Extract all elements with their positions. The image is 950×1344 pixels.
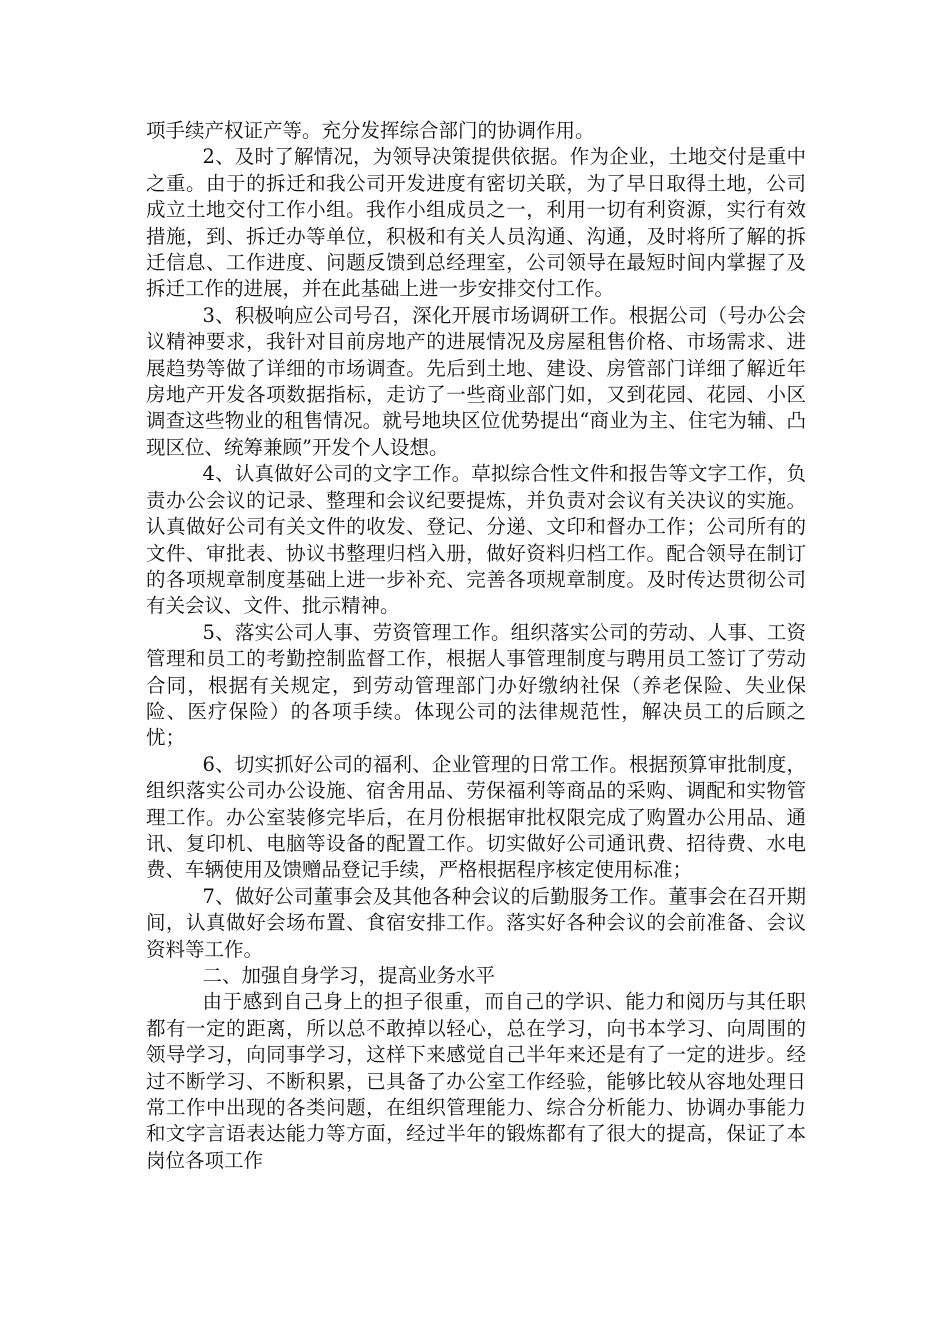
paragraph-2: 2、及时了解情况，为领导决策提供依据。作为企业，土地交付是重中之重。由于的拆迁和我公司开发进度有密切关联，为了早日取得土地，公司成立土地交付工作小组。我作小组成员之一，利用一切有利资源，实行有效措施，到、拆迁办等单位，积极和有关人员沟通、沟通，及时将所了解的拆迁信息、工作进度、问题反馈到总经理室，公司领导在最短时间内掌握了及拆迁工作的进展，并在此基础上进一步安排交付工作。 <box>146 145 806 301</box>
paragraph-7: 7、做好公司董事会及其他各种会议的后勤服务工作。董事会在召开期间，认真做好会场布置、食宿安排工作。落实好各种会议的会前准备、会议资料等工作。 <box>146 884 806 961</box>
paragraph-4: 4、认真做好公司的文字工作。草拟综合性文件和报告等文字工作，负责办公会议的记录、整理和会议纪要提炼，并负责对会议有关决议的实施。认真做好公司有关文件的收发、登记、分递、文印和督办工作；公司所有的文件、审批表、协议书整理归档入册，做好资料归档工作。配合领导在制订的各项规章制度基础上进一步补充、完善各项规章制度。及时传达贯彻公司有关会议、文件、批示精神。 <box>146 462 806 618</box>
paragraph-1: 项手续产权证产等。充分发挥综合部门的协调作用。 <box>146 119 595 142</box>
paragraph-5: 5、落实公司人事、劳资管理工作。组织落实公司的劳动、人事、工资管理和员工的考勤控制监督工作，根据人事管理制度与聘用员工签订了劳动合同，根据有关规定，到劳动管理部门办好缴纳社保（养老保险、失业保险、医疗保险）的各项手续。体现公司的法律规范性，解决员工的后顾之忧； <box>146 620 806 750</box>
document-body <box>146 118 806 1174</box>
paragraph-3: 3、积极响应公司号召，深化开展市场调研工作。根据公司（号办公会议精神要求，我针对目前房地产的进展情况及房屋租售价格、市场需求、进展趋势等做了详细的市场调查。先后到土地、建设、房管部门详细了解近年房地产开发各项数据指标，走访了一些商业部门如，又到花园、花园、小区调查这些物业的租售情况。就号地块区位优势提出“商业为主、住宅为辅、凸现区位、统筹兼顾”开发个人设想。 <box>146 303 806 459</box>
section-heading: 二、加强自身学习，提高业务水平 <box>202 964 496 987</box>
paragraph-9: 由于感到自己身上的担子很重，而自己的学识、能力和阅历与其任职都有一定的距离，所以总不敢掉以轻心，总在学习，向书本学习、向周围的领导学习，向同事学习，这样下来感觉自己半年来还是有了一定的进步。经过不断学习、不断积累，已具备了办公室工作经验，能够比较从容地处理日常工作中出现的各类问题，在组织管理能力、综合分析能力、协调办事能力和文字言语表达能力等方面，经过半年的锻炼都有了很大的提高，保证了本岗位各项工作 <box>146 990 806 1172</box>
paragraph-6: 6、切实抓好公司的福利、企业管理的日常工作。根据预算审批制度，组织落实公司办公设施、宿舍用品、劳保福利等商品的采购、调配和实物管理工作。办公室装修完毕后，在月份根据审批权限完成了购置办公用品、通讯、复印机、电脑等设备的配置工作。切实做好公司通讯费、招待费、水电费、车辆使用及馈赠品登记手续，严格根据程序核定使用标准； <box>146 752 806 882</box>
